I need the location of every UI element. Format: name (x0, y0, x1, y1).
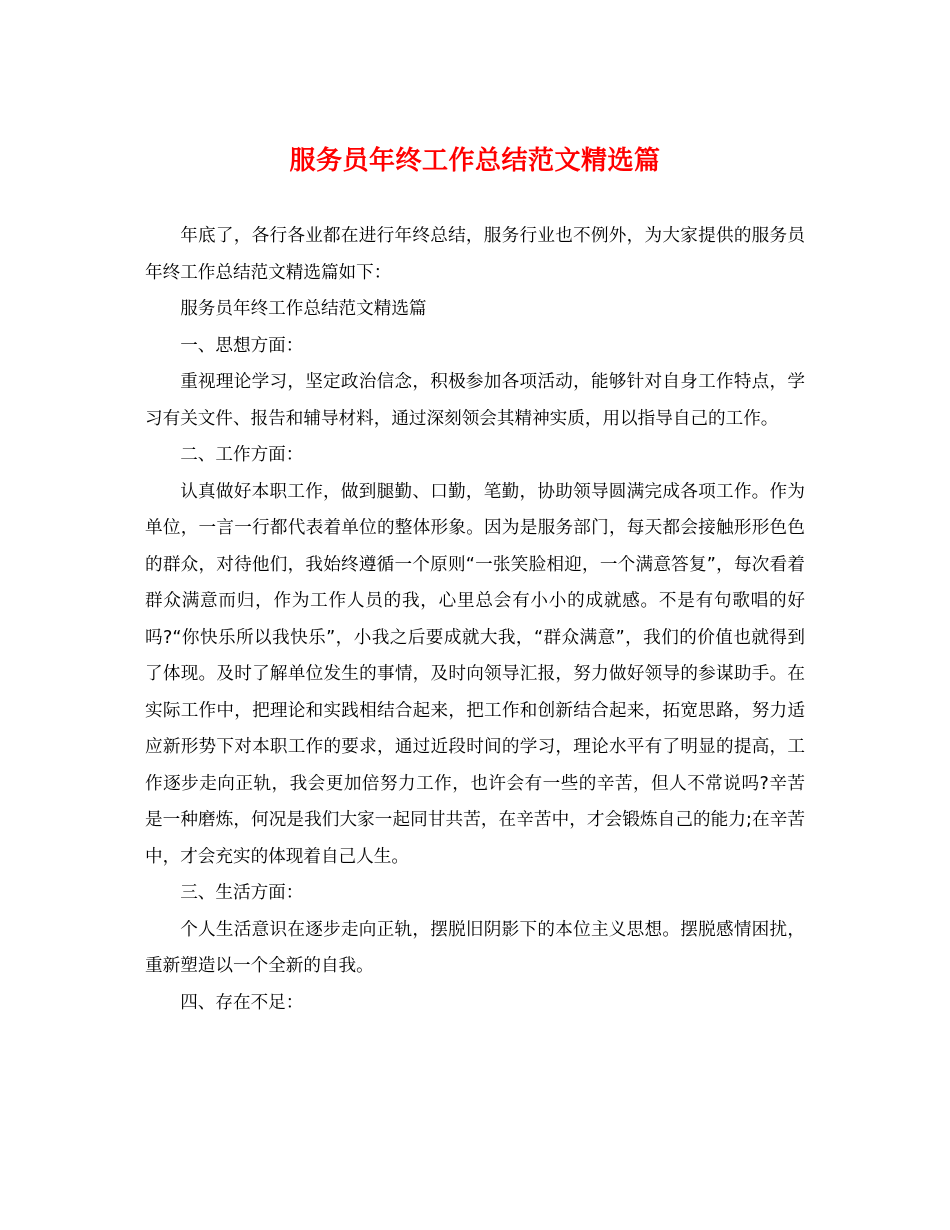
life-paragraph: 个人生活意识在逐步走向正轨，摆脱旧阴影下的本位主义思想。摆脱感情困扰，重新塑造以一个全新的自我。 (145, 919, 805, 976)
section-heading-life: 三、生活方面： (180, 883, 304, 903)
thought-paragraph: 重视理论学习，坚定政治信念，积极参加各项活动，能够针对自身工作特点，学习有关文件、报告和辅导材料，通过深刻领会其精神实质，用以指导自己的工作。 (145, 372, 805, 429)
section-heading-shortcomings: 四、存在不足： (180, 992, 304, 1013)
section-heading-work: 二、工作方面： (180, 445, 304, 465)
work-paragraph: 认真做好本职工作，做到腿勤、口勤，笔勤，协助领导圆满完成各项工作。作为单位，一言一行都代表着单位的整体形象。因为是服务部门，每天都会接触形形色色的群众，对待他们，我始终遵循一个原则“一张笑脸相迎，一个满意答复”，每次看着群众满意而归，作为工作人员的我，心里总会有小小的成就感。不是有句歌唱的好吗?“你快乐所以我快乐”，小我之后要成就大我，“群众满意”，我们的价值也就得到了体现。及时了解单位发生的事情，及时向领导汇报，努力做好领导的参谋助手。在实际工作中，把理论和实践相结合起来，把工作和创新结合起来，拓宽思路，努力适应新形势下对本职工作的要求，通过近段时间的学习，理论水平有了明显的提高，工作逐步走向正轨，我会更加倍努力工作，也许会有一些的辛苦，但人不常说吗?辛苦是一种磨炼，何况是我们大家一起同甘共苦，在辛苦中，才会锻炼自己的能力;在辛苦中，才会充实的体现着自己人生。 (145, 481, 805, 867)
document-title: 服务员年终工作总结范文精选篇 (289, 146, 661, 176)
document-body (145, 218, 805, 1021)
intro-paragraph: 年底了，各行各业都在进行年终总结，服务行业也不例外，为大家提供的服务员年终工作总结范文精选篇如下： (145, 226, 805, 283)
section-heading-thought: 一、思想方面： (180, 335, 304, 356)
subtitle-paragraph: 服务员年终工作总结范文精选篇 (180, 299, 427, 319)
